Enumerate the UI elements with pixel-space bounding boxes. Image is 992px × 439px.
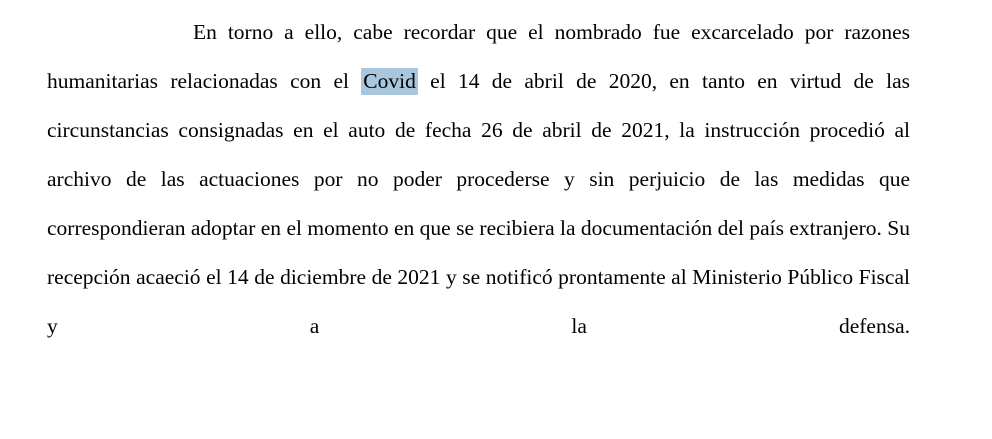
search-highlight-covid[interactable]: Covid: [363, 69, 416, 93]
paragraph-text-before-highlight: En torno a ello, cabe recordar que el nombrado fue excarcelado por razones humanitarias relacionadas con el: [47, 20, 910, 93]
document-text-body: [47, 8, 910, 400]
paragraph-text-after-highlight: el 14 de abril de 2020, en tanto en virtud de las circunstancias consignadas en el auto de fecha 26 de abril de 2021, la instrucción procedió al archivo de las actuaciones por no poder procederse y sin perjuicio de las medidas que correspondieran adoptar en el momento en que se recibiera la documentación del país extranjero. Su recepción acaeció el 14 de diciembre de 2021 y se notificó prontamente al Ministerio Público Fiscal y a la defensa.: [47, 69, 911, 338]
paragraph-block: [47, 8, 910, 400]
